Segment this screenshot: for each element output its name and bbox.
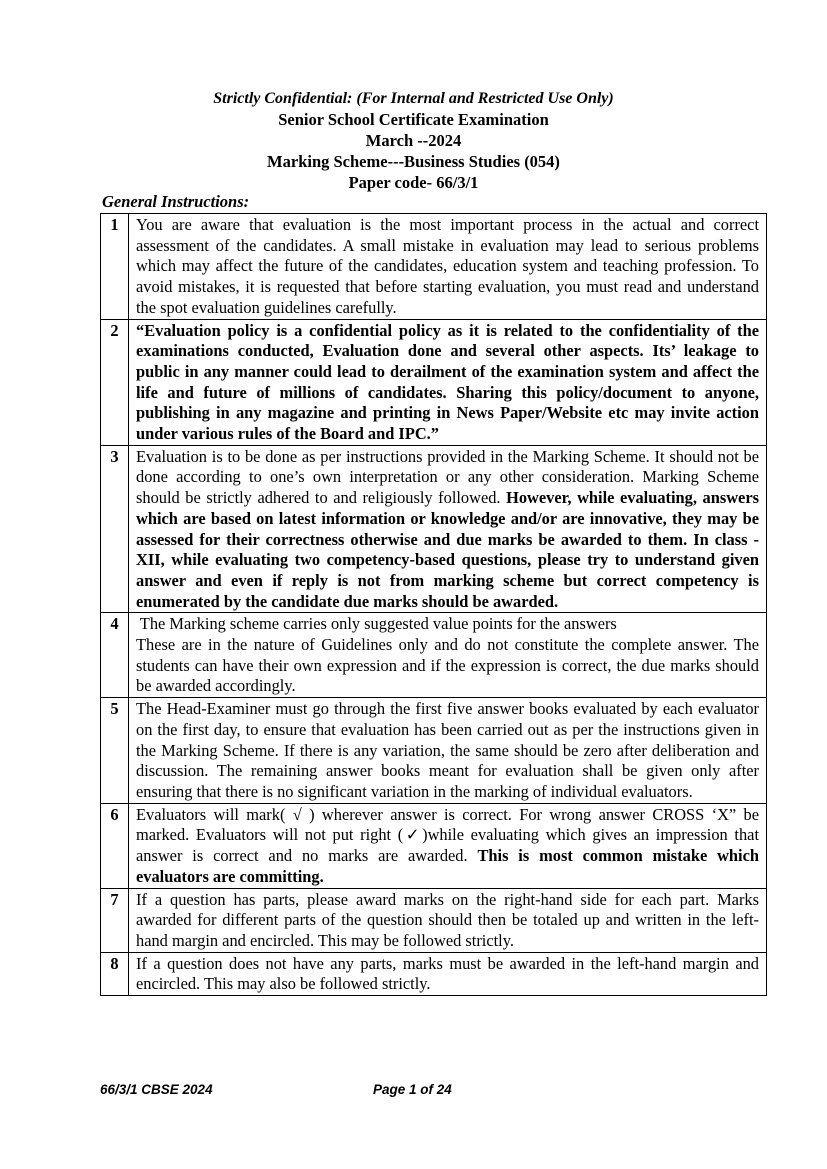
exam-session: March --2024 (365, 131, 462, 150)
instruction-number: 7 (101, 888, 129, 952)
footer-page-number: Page 1 of 24 (373, 1082, 452, 1097)
instruction-number: 8 (101, 952, 129, 995)
document-header (0, 88, 827, 193)
instruction-number: 5 (101, 698, 129, 804)
instruction-text: If a question has parts, please award marks on the right-hand side for each part. Marks awarded for different parts of the question should then be totaled up and written in the left-hand margin and encircled. This may be followed strictly. (129, 888, 767, 952)
instruction-text: The Head-Examiner must go through the first five answer books evaluated by each evaluator on the first day, to ensure that evaluation has been carried out as per the instructions given in the Marking Scheme. If there is any variation, the same should be zero after deliberation and discussion. The remaining answer books meant for evaluation shall be given only after ensuring that there is no significant variation in the marking of individual evaluators. (129, 698, 767, 804)
paper-code: Paper code- 66/3/1 (348, 173, 479, 192)
table-row (101, 803, 767, 888)
instruction-line: The Marking scheme carries only suggested value points for the answers (136, 614, 617, 634)
table-row (101, 888, 767, 952)
table-row (101, 214, 767, 320)
exam-title: Senior School Certificate Examination (278, 110, 549, 129)
instruction-line: These are in the nature of Guidelines only and do not constitute the complete answer. The students can have their own expression and if the expression is correct, the due marks should be awarded accordingly. (136, 635, 759, 696)
instruction-text: You are aware that evaluation is the most important process in the actual and correct assessment of the candidates. A small mistake in evaluation may lead to serious problems which may affect the future of the candidates, education system and teaching profession. To avoid mistakes, it is requested that before starting evaluation, you must read and understand the spot evaluation guidelines carefully. (129, 214, 767, 320)
table-row (101, 952, 767, 995)
instruction-text: If a question does not have any parts, marks must be awarded in the left-hand margin and encircled. This may also be followed strictly. (129, 952, 767, 995)
instruction-number: 3 (101, 445, 129, 613)
table-row (101, 319, 767, 445)
instruction-text-normal: Evaluation is to be done as per instructions provided in the Marking Scheme. It should not be done according to one’s own interpretation or any other consideration. Marking Scheme should be strictly adhered to and religiously followed. (136, 446, 759, 508)
confidential-notice: Strictly Confidential: (For Internal and Restricted Use Only) (213, 90, 614, 107)
table-row (101, 698, 767, 804)
instruction-text-bold: However, while evaluating, answers which are based on latest information or knowledge and/or are innovative, they may be assessed for their correctness otherwise and due marks be awarded to them. In class -XII, while evaluating two competency-based questions, please try to understand given answer and even if reply is not from marking scheme but correct competency is enumerated by the candidate due marks should be awarded. (136, 488, 759, 611)
instruction-text-bold: This is most common mistake which evaluators are committing. (136, 846, 759, 886)
instructions-table (100, 213, 767, 996)
instruction-text: “Evaluation policy is a confidential policy as it is related to the confidentiality of the examinations conducted, Evaluation done and several other aspects. Its’ leakage to public in any manner could lead to derailment of the examination system and affect the life and future of millions of candidates. Sharing this policy/document to anyone, publishing in any magazine and printing in News Paper/Website etc may invite action under various rules of the Board and IPC.” (129, 319, 767, 445)
table-row (101, 613, 767, 698)
instruction-number: 6 (101, 803, 129, 888)
instruction-text (129, 803, 767, 888)
general-instructions-heading: General Instructions: (102, 192, 250, 211)
table-row (101, 445, 767, 613)
footer-code: 66/3/1 CBSE 2024 (100, 1082, 213, 1097)
instruction-text (129, 613, 767, 698)
instruction-number: 1 (101, 214, 129, 320)
instruction-text-normal: Evaluators will mark( √ ) wherever answer is correct. For wrong answer CROSS ‘X” be marked. Evaluators will not put right (✓)while evaluating which gives an impression that answer is correct and no marks are awarded. (136, 804, 759, 866)
instruction-text (129, 445, 767, 613)
scheme-title: Marking Scheme---Business Studies (054) (267, 152, 560, 171)
instruction-number: 4 (101, 613, 129, 698)
instruction-number: 2 (101, 319, 129, 445)
